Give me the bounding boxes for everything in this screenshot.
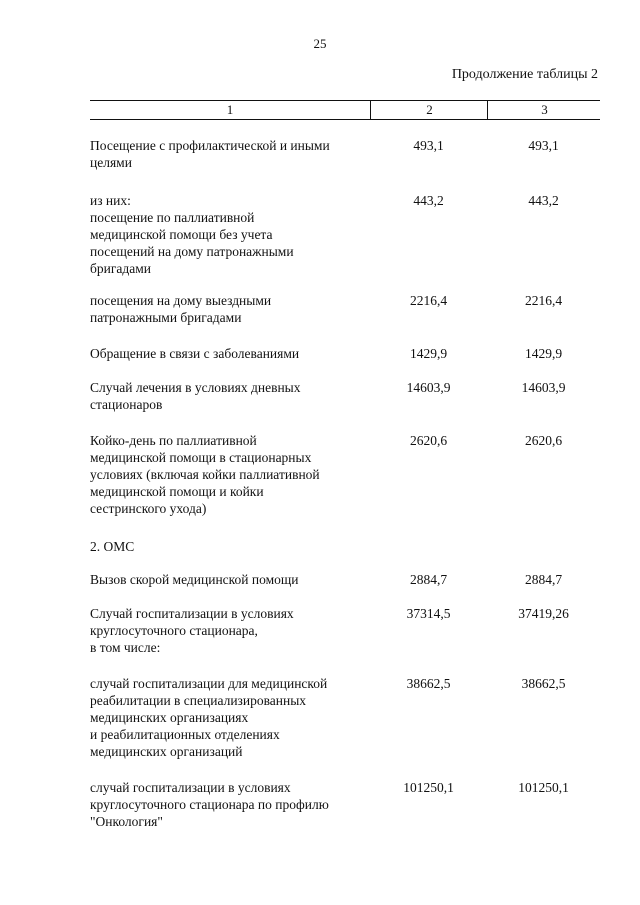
- header-cell-1: 1: [226, 102, 234, 117]
- row-label-line: из них:: [90, 193, 131, 208]
- row-value-col2: 2216,4: [409, 293, 448, 308]
- row-value-col2: 38662,5: [406, 676, 451, 691]
- row-label: [90, 137, 375, 171]
- row-value-col2: 443,2: [413, 193, 444, 208]
- row-value-col3: 37419,26: [518, 606, 569, 621]
- row-label-line: Вызов скорой медицинской помощи: [90, 572, 299, 587]
- row-value-col3: 493,1: [528, 138, 559, 153]
- row-label-line: случай госпитализации для медицинской: [90, 676, 328, 691]
- row-label-line: круглосуточного стационара по профилю: [90, 797, 329, 812]
- row-label: [90, 571, 375, 588]
- row-label-line: медицинской помощи без учета: [90, 227, 273, 242]
- row-label-line: случай госпитализации в условиях: [90, 780, 291, 795]
- row-label-line: и реабилитационных отделениях: [90, 727, 280, 742]
- row-label-line: посещений на дому патронажными: [90, 244, 294, 259]
- row-label-line: "Онкология": [90, 814, 163, 829]
- row-value-col2: 493,1: [413, 138, 444, 153]
- row-label-line: медицинских организаций: [90, 744, 243, 759]
- page-number: 25: [313, 36, 327, 51]
- row-label-line: сестринского ухода): [90, 501, 207, 516]
- row-value-col3: 2216,4: [524, 293, 563, 308]
- row-value-col3: 14603,9: [521, 380, 566, 395]
- row-label-line: Обращение в связи с заболеваниями: [90, 346, 300, 361]
- row-value-col3: 101250,1: [518, 780, 569, 795]
- row-label-line: Случай госпитализации в условиях: [90, 606, 294, 621]
- row-label-line: круглосуточного стационара,: [90, 623, 258, 638]
- row-label: [90, 345, 375, 362]
- row-label-line: 2. ОМС: [90, 539, 135, 554]
- row-label-line: бригадами: [90, 261, 152, 276]
- row-label: [90, 538, 375, 555]
- row-label-line: стационаров: [90, 397, 163, 412]
- row-value-col2: 2620,6: [409, 433, 448, 448]
- row-label-line: медицинской помощи и койки: [90, 484, 264, 499]
- row-label: [90, 675, 375, 760]
- row-label-line: Случай лечения в условиях дневных: [90, 380, 301, 395]
- row-label-line: реабилитации в специализированных: [90, 693, 307, 708]
- row-label: [90, 779, 375, 830]
- row-label-line: в том числе:: [90, 640, 161, 655]
- row-value-col2: 2884,7: [409, 572, 448, 587]
- row-label-line: медицинской помощи в стационарных: [90, 450, 312, 465]
- row-label-line: медицинских организациях: [90, 710, 249, 725]
- row-label-line: посещения на дому выездными: [90, 293, 272, 308]
- row-label-line: условиях (включая койки паллиативной: [90, 467, 320, 482]
- row-value-col2: 1429,9: [409, 346, 448, 361]
- row-value-col3: 2620,6: [524, 433, 563, 448]
- row-value-col2: 14603,9: [406, 380, 451, 395]
- row-value-col3: 38662,5: [521, 676, 566, 691]
- row-label: [90, 192, 375, 277]
- row-label: [90, 379, 375, 413]
- row-label: [90, 432, 375, 517]
- header-cell-3: 3: [487, 101, 601, 119]
- row-value-col3: 1429,9: [524, 346, 563, 361]
- table-header-row: [90, 100, 600, 120]
- row-value-col3: 2884,7: [524, 572, 563, 587]
- row-value-col2: 101250,1: [403, 780, 454, 795]
- row-label: [90, 292, 375, 326]
- row-label-line: Посещение с профилактической и иными: [90, 138, 330, 153]
- row-value-col3: 443,2: [528, 193, 559, 208]
- row-label-line: патронажными бригадами: [90, 310, 242, 325]
- row-value-col2: 37314,5: [406, 606, 451, 621]
- row-label-line: целями: [90, 155, 132, 170]
- header-cell-2: 2: [370, 101, 488, 119]
- table-continuation-label: Продолжение таблицы 2: [451, 67, 598, 82]
- row-label-line: Койко-день по паллиативной: [90, 433, 257, 448]
- row-label-line: посещение по паллиативной: [90, 210, 255, 225]
- row-label: [90, 605, 375, 656]
